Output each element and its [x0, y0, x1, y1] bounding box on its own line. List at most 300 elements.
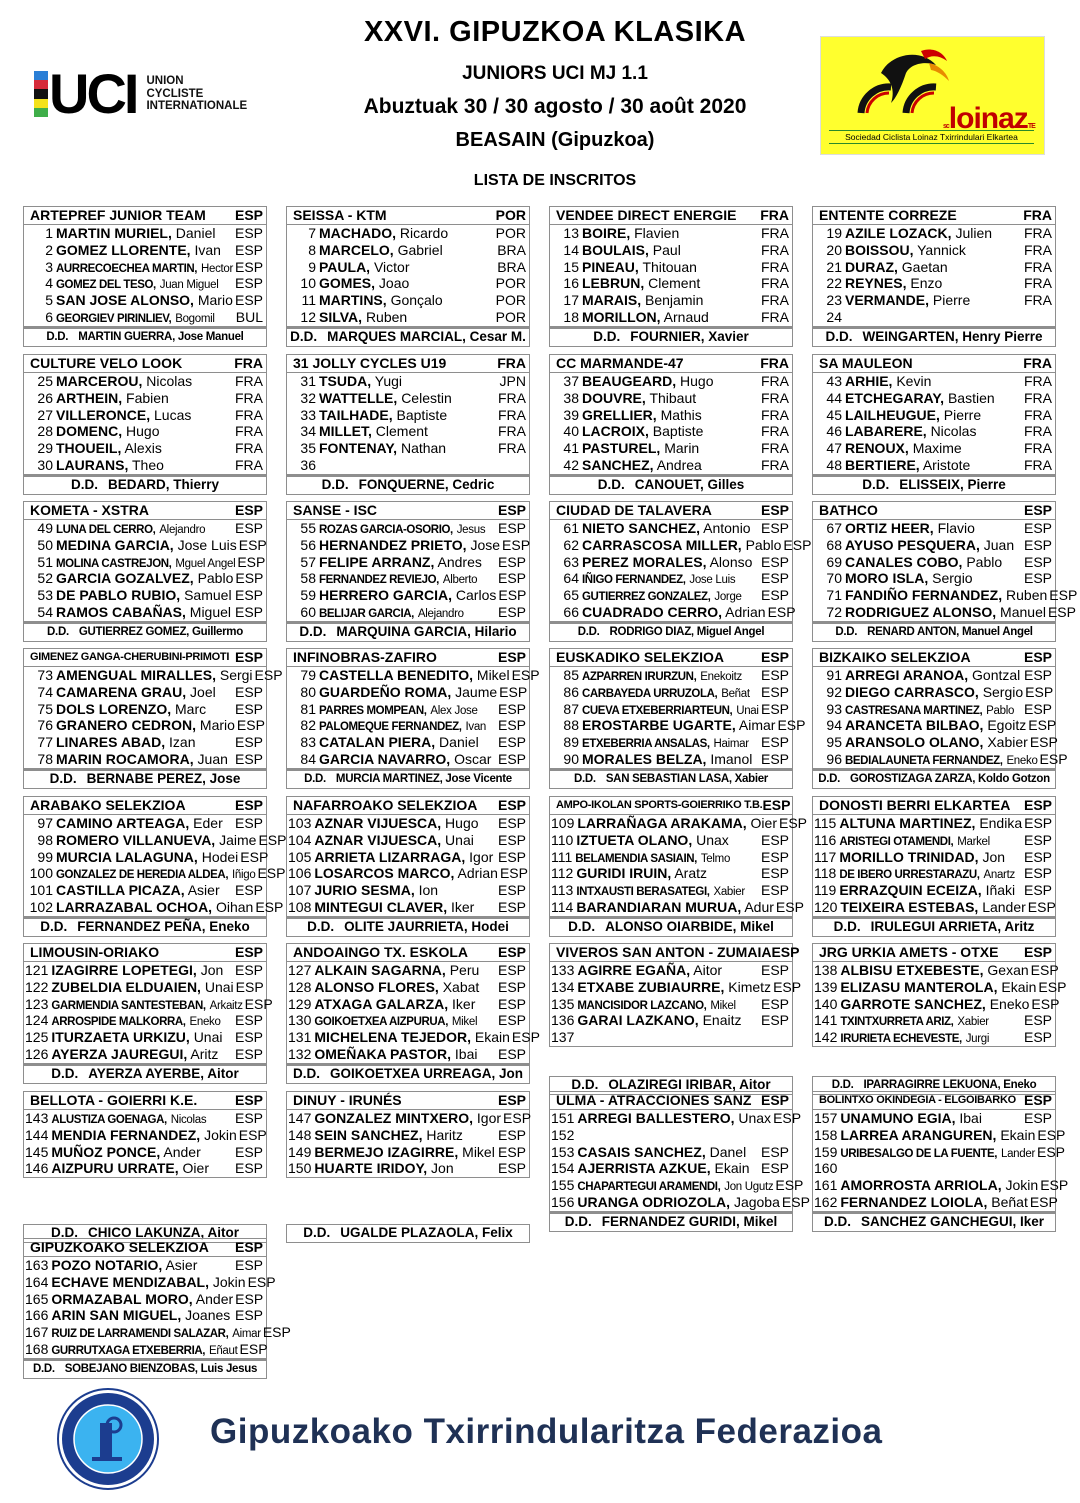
rider-surname: ORMAZABAL MORO,	[51, 1290, 193, 1307]
rider-nationality: ESP	[257, 865, 286, 882]
rider-nationality: FRA	[1024, 275, 1052, 292]
rider-bib: 10	[300, 275, 316, 292]
rider-firstname: Unax	[738, 1110, 772, 1126]
team-block	[812, 206, 1056, 347]
team-header	[813, 1092, 1055, 1110]
rider-surname: DE IBERO URRESTARAZU,	[839, 869, 980, 882]
rider-surname: GEORGIEV PIRINLIEV,	[56, 312, 172, 325]
rider-nationality: FRA	[498, 406, 526, 423]
rider-bib: 59	[300, 587, 316, 604]
rider-name-cell	[550, 751, 752, 768]
rider-firstname: Adrian	[457, 865, 498, 882]
rider-surname: ARRIETA LIZARRAGA,	[314, 848, 466, 865]
team-box	[549, 1091, 810, 1212]
rider-firstname: Clement	[375, 423, 428, 440]
rider-row	[287, 1029, 540, 1046]
rider-row	[813, 882, 1055, 899]
sports-director-name: IRULEGUI ARRIETA, Aritz	[870, 918, 1035, 934]
rider-firstname: Ander	[195, 1290, 234, 1307]
rider-bib: 132	[288, 1045, 312, 1062]
rider-bib: 101	[29, 882, 53, 899]
rider-bib: 3	[45, 258, 53, 275]
rider-nationality: ESP	[767, 603, 796, 620]
rider-name-cell	[550, 520, 751, 537]
team-nationality: FRA	[760, 355, 789, 371]
rider-firstname: Xabier	[987, 734, 1028, 751]
rider-name-cell	[24, 1127, 237, 1144]
rider-nationality: ESP	[1027, 898, 1056, 915]
rider-firstname: Daniel	[175, 225, 216, 241]
rider-nationality: FRA	[761, 308, 789, 325]
rider-row	[813, 962, 1059, 979]
team-nationality: ESP	[497, 797, 526, 813]
rider-name-cell	[287, 1127, 463, 1144]
rider-bib: 49	[37, 520, 53, 536]
rider-bib: 162	[814, 1193, 838, 1210]
rider-firstname: Mathis	[660, 406, 702, 423]
rider-bib: 148	[288, 1126, 312, 1143]
rider-surname: CASTILLA PICAZA,	[56, 882, 185, 899]
rider-bib: 110	[551, 831, 574, 848]
team-block	[286, 648, 540, 789]
rider-bib: 151	[551, 1110, 575, 1126]
rider-firstname: Lucas	[154, 406, 192, 423]
rider-firstname: Unai	[445, 831, 474, 848]
rider-name-cell	[24, 457, 164, 474]
rider-firstname: Alejandro	[159, 524, 206, 536]
rider-bib: 114	[551, 898, 574, 915]
rider-firstname: Adur	[744, 898, 774, 915]
rider-row	[287, 717, 529, 734]
rider-nationality: ESP	[499, 683, 528, 700]
rider-firstname: Iker	[452, 995, 476, 1012]
rider-name-cell	[287, 734, 479, 751]
rider-surname: ROMERO VILLANUEVA,	[56, 831, 216, 848]
rider-name-cell	[550, 979, 771, 996]
rider-row	[550, 1127, 792, 1144]
team-header	[24, 1092, 266, 1110]
rider-nationality: FRA	[498, 423, 526, 440]
rider-nationality	[1050, 1160, 1052, 1177]
sports-director-name: GOIKOETXEA URREAGA, Jon	[329, 1065, 523, 1081]
team-block	[23, 1091, 267, 1243]
rider-surname: MARCELO,	[319, 241, 394, 258]
team-nationality: ESP	[234, 1239, 263, 1255]
rider-surname: AJERRISTA AZKUE,	[577, 1160, 711, 1177]
sports-director-label: D.D.	[831, 1078, 854, 1091]
rider-surname: ELIZASU MANTEROLA,	[840, 978, 998, 995]
team-nationality: ESP	[497, 649, 526, 665]
rider-firstname: Ekain	[1001, 978, 1037, 995]
race-category: JUNIORS UCI MJ 1.1	[462, 63, 648, 84]
team-name: ANDOAINGO TX. ESKOLA	[293, 944, 469, 960]
rider-name-cell	[287, 423, 428, 440]
rider-row	[813, 815, 1055, 832]
sports-director-label: D.D.	[321, 476, 349, 492]
rider-surname: AZILE LOZACK,	[845, 225, 952, 241]
rider-firstname: Hugo	[126, 423, 160, 440]
rider-surname: ERRAZQUIN ECEIZA,	[839, 882, 982, 899]
rider-surname: RAMOS CABAÑAS,	[56, 603, 186, 620]
rider-row	[550, 407, 792, 424]
rider-bib: 85	[563, 667, 579, 683]
rider-row	[24, 734, 266, 751]
rider-row	[550, 603, 796, 621]
uci-line3: INTERNATIONALE	[146, 100, 248, 113]
rider-name-cell	[287, 554, 482, 571]
rider-bib: 20	[826, 241, 842, 258]
sports-director	[549, 327, 793, 347]
rider-firstname: Enekoitz	[700, 671, 742, 683]
rider-nationality: ESP	[244, 995, 273, 1012]
rider-row	[287, 423, 529, 440]
rider-name-cell	[813, 882, 1015, 899]
rider-surname: URANGA ODRIOZOLA,	[577, 1193, 731, 1210]
team-block	[286, 206, 530, 347]
rider-bib: 96	[826, 750, 842, 767]
sports-director-label: D.D.	[574, 772, 596, 785]
rider-name-cell	[813, 701, 1014, 718]
rider-firstname: Unax	[696, 831, 729, 848]
rider-bib: 23	[826, 292, 842, 309]
uci-line1: UNION	[146, 75, 184, 88]
rider-bib: 86	[563, 683, 579, 700]
rider-surname: IZAGIRRE LOPETEGI,	[51, 962, 197, 978]
rider-firstname: Thibaut	[649, 389, 697, 406]
rider-bib: 143	[25, 1110, 49, 1126]
rider-name-cell	[24, 899, 253, 916]
rider-bib: 35	[300, 440, 316, 457]
sports-director	[812, 622, 1056, 642]
team-nationality: FRA	[234, 355, 263, 371]
team-block	[23, 501, 267, 642]
team-block	[549, 648, 806, 789]
team-block	[549, 1091, 810, 1232]
rider-row	[287, 667, 540, 684]
team-name: SANSE - ISC	[293, 502, 378, 518]
rider-name-cell	[287, 570, 477, 587]
rider-firstname: Gexan	[987, 962, 1029, 978]
rider-name-cell	[550, 1110, 771, 1127]
rider-name-cell	[813, 554, 1002, 571]
rider-name-cell	[550, 882, 745, 899]
team-block	[286, 354, 530, 495]
rider-row	[813, 292, 1055, 309]
rider-row	[24, 815, 266, 832]
rider-row	[813, 423, 1055, 440]
rider-surname: DURAZ,	[845, 258, 898, 275]
team-name: ENTENTE CORREZE	[819, 207, 957, 223]
rider-bib: 33	[300, 406, 316, 423]
rider-name-cell	[813, 520, 975, 537]
rider-name-cell	[24, 1110, 206, 1127]
rider-firstname: Antonio	[703, 520, 751, 536]
team-nationality: ESP	[497, 1092, 526, 1108]
rider-surname: IZTUETA OLANO,	[576, 831, 693, 848]
rider-row	[287, 865, 529, 882]
rider-row	[550, 898, 804, 916]
rider-surname: FERNANDEZ LOIOLA,	[840, 1193, 988, 1210]
sports-director-label: D.D.	[70, 476, 98, 492]
rider-nationality: ESP	[234, 520, 263, 536]
team-header	[24, 649, 266, 667]
rider-bib: 168	[25, 1340, 49, 1357]
team-box	[549, 796, 807, 917]
rider-firstname: Mario	[199, 717, 235, 734]
rider-firstname: Anartz	[983, 869, 1015, 882]
rider-bib: 167	[25, 1324, 49, 1341]
rider-bib: 32	[300, 389, 316, 406]
rider-row	[24, 667, 283, 684]
rider-firstname: Manuel	[1000, 603, 1046, 620]
team-header	[550, 649, 792, 667]
rider-nationality: ESP	[234, 275, 263, 292]
rider-nationality: POR	[495, 292, 526, 309]
sports-director	[286, 917, 530, 937]
rider-nationality: ESP	[760, 882, 789, 899]
rider-name-cell	[813, 849, 1005, 866]
sports-director-label: D.D.	[51, 1065, 79, 1081]
rider-name-cell	[550, 225, 679, 242]
rider-row	[287, 996, 529, 1013]
rider-bib: 82	[300, 717, 316, 734]
rider-row	[24, 309, 266, 326]
team-block	[812, 1091, 1069, 1232]
rider-surname: FONTENAY,	[319, 440, 398, 457]
rider-name-cell	[24, 996, 243, 1013]
team-nationality: ESP	[1023, 1092, 1052, 1108]
sports-director	[286, 475, 530, 495]
rider-row	[813, 457, 1055, 474]
rider-nationality: FRA	[498, 440, 526, 457]
team-block	[286, 501, 530, 642]
rider-surname: AYERZA JAUREGUI,	[51, 1045, 188, 1062]
rider-nationality: ESP	[497, 1126, 526, 1143]
sports-director	[286, 1064, 530, 1084]
sports-director-name: WEINGARTEN, Henry Pierre	[862, 328, 1043, 344]
rider-row	[813, 225, 1055, 242]
sports-director	[549, 917, 793, 937]
rider-firstname: Telmo	[700, 852, 731, 865]
team-nationality: ESP	[760, 502, 789, 518]
rider-firstname: Hugo	[445, 815, 479, 831]
rider-nationality: ESP	[760, 667, 789, 683]
team-name: CIUDAD DE TALAVERA	[556, 502, 712, 518]
rider-firstname: Carlos	[455, 587, 497, 604]
rider-row	[287, 275, 529, 292]
rider-name-cell	[287, 832, 474, 849]
rider-row	[813, 275, 1055, 292]
rider-row	[24, 440, 266, 457]
rider-firstname: Arkaitz	[209, 999, 243, 1012]
team-header	[24, 944, 266, 962]
rider-nationality: FRA	[1024, 440, 1052, 457]
rider-row	[813, 603, 1076, 621]
rider-firstname: Beñat	[721, 687, 750, 700]
sports-director-name: OLAZIREGI IRIBAR, Aitor	[608, 1076, 771, 1092]
rider-bib: 15	[563, 258, 579, 275]
rider-bib: 18	[563, 308, 579, 325]
rider-nationality: ESP	[1029, 734, 1058, 751]
rider-bib: 72	[826, 603, 842, 620]
rider-name-cell	[287, 259, 410, 276]
rider-surname: ARREGI BALLESTERO,	[577, 1110, 735, 1126]
rider-row	[24, 373, 266, 390]
team-nationality: ESP	[234, 502, 263, 518]
rider-row	[287, 457, 529, 474]
rider-nationality: ESP	[760, 1143, 789, 1160]
rider-row	[24, 751, 266, 768]
rider-bib: 34	[300, 423, 316, 440]
rider-surname: ALBISU ETXEBESTE,	[840, 962, 984, 978]
rider-nationality: ESP	[499, 865, 528, 882]
rider-row	[550, 996, 792, 1013]
rider-surname: SILVA,	[319, 308, 363, 325]
team-box	[23, 943, 273, 1064]
rider-row	[550, 717, 806, 734]
team-box	[23, 501, 267, 622]
rider-bib: 99	[37, 848, 53, 865]
rider-name-cell	[550, 275, 700, 292]
rider-firstname: Jon	[200, 962, 224, 978]
rider-row	[550, 701, 792, 718]
team-nationality: FRA	[1023, 207, 1052, 223]
rider-name-cell	[813, 962, 1029, 979]
rider-nationality: ESP	[760, 700, 789, 717]
rider-surname: NIETO SANCHEZ,	[582, 520, 700, 536]
rider-row	[550, 440, 792, 457]
rider-firstname: Beñat	[991, 1193, 1028, 1210]
rider-surname: CASTELLA BENEDITO,	[319, 667, 474, 683]
rider-surname: BARANDIARAN MURUA,	[576, 898, 742, 915]
rider-row	[550, 849, 792, 866]
rider-name-cell	[813, 225, 992, 242]
rider-name-cell	[550, 849, 730, 866]
rider-nationality: ESP	[1023, 882, 1052, 899]
rider-firstname: Yannick	[917, 241, 966, 258]
sports-director	[812, 917, 1056, 937]
rider-row	[287, 1012, 529, 1029]
rider-surname: GUARDEÑO ROMA,	[319, 683, 452, 700]
rider-name-cell	[813, 1012, 989, 1029]
rider-surname: CARBAYEDA URRUZOLA,	[582, 687, 718, 700]
rider-name-cell	[813, 684, 1023, 701]
rider-firstname: Alonso	[709, 553, 753, 570]
sports-director	[286, 1224, 530, 1243]
rider-firstname: Benjamin	[645, 292, 704, 309]
rider-nationality: ESP	[497, 898, 526, 915]
rider-row	[287, 520, 529, 537]
rider-firstname: Eneko	[189, 1016, 221, 1029]
rider-row	[24, 292, 266, 309]
rider-name-cell	[287, 717, 486, 734]
sports-director	[286, 622, 530, 642]
rider-firstname: Nicolas	[930, 423, 977, 440]
rider-firstname: Eder	[193, 815, 223, 831]
rider-nationality: ESP	[234, 734, 263, 751]
sports-director-label: D.D.	[593, 328, 621, 344]
rider-surname: HERNANDEZ PRIETO,	[319, 536, 467, 553]
rider-surname: BERTIERE,	[845, 456, 920, 473]
rider-row	[24, 979, 266, 996]
rider-row	[287, 684, 529, 701]
sports-director	[23, 917, 267, 937]
rider-surname: ALUSTIZA GOENAGA,	[51, 1114, 167, 1126]
sports-director-label: D.D.	[32, 1362, 55, 1375]
team-block	[23, 648, 283, 789]
rider-row	[550, 684, 792, 701]
team-name: ARTEPREF JUNIOR TEAM	[30, 207, 206, 223]
rider-firstname: Xabier	[957, 1016, 989, 1029]
rider-name-cell	[24, 882, 220, 899]
rider-surname: SEIN SANCHEZ,	[314, 1126, 423, 1143]
rider-bib: 55	[300, 520, 316, 536]
rider-name-cell	[24, 587, 232, 604]
rider-nationality: ESP	[760, 865, 789, 882]
rider-name-cell	[550, 407, 702, 424]
rider-name-cell	[24, 667, 253, 684]
rider-nationality: FRA	[235, 440, 263, 457]
loinaz-club-logo	[820, 36, 1045, 155]
rider-name-cell	[24, 734, 196, 751]
rider-firstname: Ekain	[1000, 1126, 1036, 1143]
rider-row	[24, 1324, 291, 1341]
rider-surname: MURCIA LALAGUNA,	[56, 848, 198, 865]
team-header	[287, 649, 529, 667]
rider-surname: BOIRE,	[582, 225, 631, 241]
rider-bib: 104	[288, 831, 312, 848]
rider-bib: 57	[300, 553, 316, 570]
rider-name-cell	[550, 457, 702, 474]
rider-nationality: ESP	[497, 700, 526, 717]
rider-surname: PALOMEQUE FERNANDEZ,	[319, 721, 462, 734]
rider-firstname: Ion	[418, 882, 439, 899]
rider-surname: GOMEZ DEL TESO,	[56, 279, 156, 292]
team-nationality: FRA	[760, 207, 789, 223]
rider-bib: 75	[37, 700, 53, 717]
team-block	[812, 648, 1068, 789]
rider-firstname: Iñigo	[232, 869, 256, 882]
uci-logo	[34, 62, 248, 125]
rider-surname: GARCIA NAVARRO,	[319, 750, 451, 767]
rider-surname: ECHAVE MENDIZABAL,	[51, 1273, 209, 1290]
rider-name-cell	[550, 390, 696, 407]
team-nationality: ESP	[497, 944, 526, 960]
rider-nationality: ESP	[235, 1290, 264, 1307]
team-box	[549, 943, 802, 1047]
rider-name-cell	[24, 275, 218, 292]
rider-bib: 30	[37, 456, 53, 473]
race-date: Abuztuak 30 / 30 agosto / 30 août 2020	[363, 95, 747, 118]
rider-name-cell	[287, 587, 496, 604]
rider-row	[550, 865, 792, 882]
rider-bib: 144	[25, 1126, 49, 1143]
rider-nationality: ESP	[511, 1029, 540, 1046]
team-nationality: ESP	[497, 502, 526, 518]
rider-nationality: POR	[495, 225, 526, 241]
rider-firstname: Mikel	[710, 999, 736, 1012]
rider-surname: ATXAGA GALARZA,	[314, 995, 449, 1012]
rider-firstname: Kimetz	[728, 978, 772, 995]
rider-firstname: Ivan	[194, 241, 221, 258]
rider-firstname: Baptiste	[652, 423, 704, 440]
team-name: BELLOTA - GOIERRI K.E.	[30, 1092, 198, 1108]
rider-nationality	[1050, 309, 1052, 326]
rider-surname: MEDINA GARCIA,	[56, 536, 174, 553]
rider-surname: BELIJAR GARCIA,	[319, 607, 414, 620]
rider-nationality: ESP	[760, 734, 789, 751]
team-header	[550, 355, 792, 373]
